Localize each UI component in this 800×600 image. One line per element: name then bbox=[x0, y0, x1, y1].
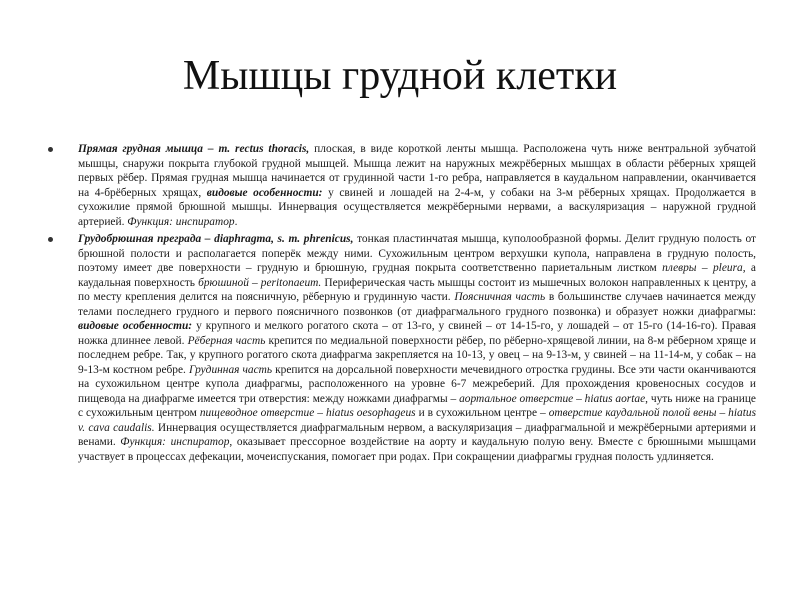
italic-text: Функция: инспиратор bbox=[120, 436, 230, 448]
body-text: Периферическая часть мышцы состоит из мышечных волокон направленных к центру, а по месту крепления делится на поясничную, рёберную и грудинную части. bbox=[78, 276, 757, 303]
italic-text: Грудинная часть bbox=[188, 363, 273, 376]
body-text: . bbox=[234, 215, 238, 228]
bullet-list bbox=[40, 142, 756, 464]
bullet-item-diaphragm bbox=[40, 232, 756, 464]
italic-text: Рёберная часть bbox=[187, 334, 266, 347]
body-text: , оказывает прессорное воздействие на аорту и каудальную полую вену. Вместе с брюшными мышцами участвует в процессах дефекации, мочеиспускания, помогает при родах. При сокращении диафрагмы грудная полость удлиняется. bbox=[78, 436, 756, 463]
body-text: а каудальная поверхность bbox=[78, 262, 756, 289]
body-text: , чуть ниже на границе с сухожильным центром bbox=[78, 392, 756, 419]
italic-text: плевры – pleura, bbox=[662, 262, 746, 274]
term-text: видовые особенности: bbox=[78, 320, 193, 332]
body-text: плоская, в виде короткой ленты мышца. Расположена чуть ниже вентральной зубчатой мышцы, снаружи покрыта глубокой грудной мышцей. Мышца лежит на наружных межрёберных мышцах в области рёберных хрящей первых рёбер. Прямая грудная мышца начинается от грудинной части 1-го ребра, направляется в каудальном направлении, оканчивается на 4-брёберных хрящах, bbox=[78, 143, 756, 199]
body-text: и в сухожильном центре – bbox=[415, 407, 549, 419]
italic-text: пищеводное отверстие – hiatus oesophageus bbox=[199, 407, 416, 419]
term-text: видовые особенности: bbox=[206, 186, 323, 199]
body-text: у свиней и лошадей на 2-4-м, у собаки на 3-м рёберных хрящах. Продолжается в сухожилие прямой брюшной мышцы. Иннервация осуществляется межрёберными нервами, а васкуляризация – наружной грудной артерией. bbox=[78, 186, 756, 228]
slide-title: Мышцы грудной клетки bbox=[182, 53, 618, 99]
slide-content bbox=[40, 142, 756, 467]
italic-text: Функция: инспиратор bbox=[127, 215, 235, 228]
body-text: Иннервация осуществляется диафрагмальным нервом, а васкуляризация – диафрагмальной и межрёберными артериями и венами. bbox=[78, 421, 756, 448]
body-text: крепится на дорсальной поверхности мечевидного отростка грудины. Все эти части оканчиваются на сухожильном центре купола диафрагмы, расположенного на уровне 6-7 межреберий. Для прохождения кровеносных сосудов и пищевода на диафрагме имеется три отверстия: между ножками диафрагмы – bbox=[78, 363, 757, 405]
italic-text: Поясничная часть bbox=[454, 291, 546, 303]
body-text: у крупного и мелкого рогатого скота – от 13-го, у свиней – от 14-15-го, у лошадей – от 15-го (14-16-го). Правая ножка длиннее левой. bbox=[78, 320, 756, 347]
italic-text: аортальное отверстие – hiatus aortae bbox=[459, 392, 646, 405]
body-text: тонкая пластинчатая мышца, куполообразной формы. Делит грудную полость от брюшной полости и располагается поперёк между ними. Сухожильным центром верхушки купола, направлена в грудную полость, поэтому имеет две поверхности – грудную и брюшную, грудная покрыта соответственно париетальным листком bbox=[78, 233, 756, 274]
italic-text: отверстие каудальной полой вены – hiatus v. cava caudalis. bbox=[78, 407, 757, 434]
italic-text: брюшиной – peritonaeum. bbox=[198, 276, 322, 289]
bullet-item-rectus-thoracis bbox=[40, 142, 756, 229]
term-text: Прямая грудная мышца – m. rectus thoracis, bbox=[78, 143, 310, 155]
bullet-icon bbox=[48, 147, 53, 152]
term-text: Грудобрюшная преграда – diaphragma, s. m. phrenicus, bbox=[78, 233, 354, 245]
body-text: крепится по медиальной поверхности рёбер, по рёберно-хрящевой линии, на 8-м рёберном хряще и последнем ребре. Так, у крупного рогатого скота диафрагма закрепляется на 10-13, у овец – на 9-13-м, у свиней – на 11-14-м, у собак – на 9-13-м костном ребре. bbox=[78, 334, 756, 376]
bullet-icon bbox=[48, 237, 53, 242]
body-text: в большинстве случаев начинается между телами последнего грудного и первого поясничного позвонков (от диафрагмального грудного позвонка) и образует ножки диафрагмы: bbox=[78, 291, 756, 318]
